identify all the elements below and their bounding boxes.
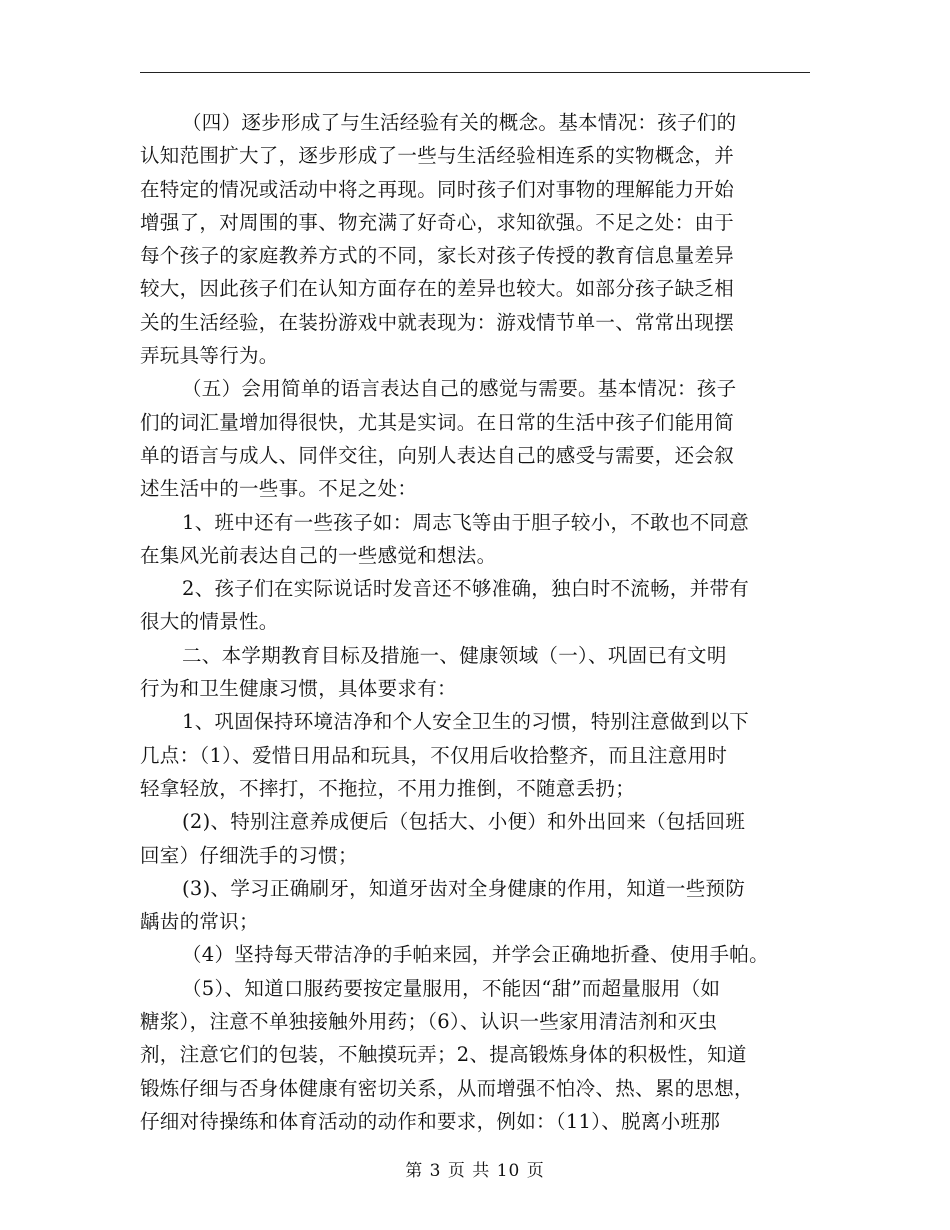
text-line: (2)、特别注意养成便后（包括大、小便）和外出回来（包括回班 (182, 810, 746, 834)
text-line: 较大，因此孩子们在认知方面存在的差异也较大。如部分孩子缺乏相 (140, 277, 735, 301)
text-line: 们的词汇量增加得很快，尤其是实词。在日常的生活中孩子们能用简 (140, 410, 735, 434)
page-number: 第 3 页 共 10 页 (405, 1161, 545, 1181)
text-line: （四）逐步形成了与生活经验有关的概念。基本情况：孩子们的 (182, 111, 737, 134)
text-line: 轻拿轻放，不摔打，不拖拉，不用力推倒，不随意丢扔； (140, 776, 636, 800)
text-line: 认知范围扩大了，逐步形成了一些与生活经验相连系的实物概念，并 (140, 144, 735, 168)
text-line: （4）坚持每天带洁净的手帕来园，并学会正确地折叠、使用手帕。 (182, 943, 769, 967)
text-line: 关的生活经验，在装扮游戏中就表现为：游戏情节单一、常常出现摆 (140, 310, 735, 334)
text-line: 几点：（1）、爱惜日用品和玩具，不仅用后收拾整齐，而且注意用时 (140, 743, 728, 767)
text-line: 1、班中还有一些孩子如：周志飞等由于胆子较小，不敢也不同意 (182, 510, 750, 534)
text-line: （5）、知道口服药要按定量服用，不能因“甜”而超量服用（如 (182, 976, 721, 1000)
text-line: 行为和卫生健康习惯，具体要求有： (140, 677, 457, 701)
text-line: 龋齿的常识； (140, 910, 259, 934)
text-line: 回室）仔细洗手的习惯； (140, 843, 358, 867)
document-body (140, 106, 810, 1138)
text-line: 二、本学期教育目标及措施一、健康领域（一）、巩固已有文明 (182, 643, 727, 667)
text-line: 在特定的情况或活动中将之再现。同时孩子们对事物的理解能力开始 (140, 177, 735, 201)
text-line: 剂，注意它们的包装，不触摸玩弄；2、提高锻炼身体的积极性，知道 (140, 1043, 747, 1067)
text-line: 在集风光前表达自己的一些感觉和想法。 (140, 543, 497, 567)
text-line: 弄玩具等行为。 (140, 344, 279, 368)
text-line: 述生活中的一些事。不足之处： (140, 477, 418, 501)
header-rule (140, 72, 810, 73)
text-line: 单的语言与成人、同伴交往，向别人表达自己的感受与需要，还会叙 (140, 443, 735, 467)
text-line: 1、巩固保持环境洁净和个人安全卫生的习惯，特别注意做到以下 (182, 710, 750, 734)
text-line: （五）会用简单的语言表达自己的感觉与需要。基本情况：孩子 (182, 377, 737, 401)
text-line: 仔细对待操练和体育活动的动作和要求，例如：（11）、脱离小班那 (140, 1109, 721, 1133)
text-line: 很大的情景性。 (140, 610, 279, 634)
text-line: 锻炼仔细与否身体健康有密切关系，从而增强不怕冷、热、累的思想， (140, 1076, 754, 1100)
text-line: 每个孩子的家庭教养方式的不同，家长对孩子传授的教育信息量差异 (140, 244, 735, 268)
text-line: 糖浆），注意不单独接触外用药；（6）、认识一些家用清洁剂和灭虫 (140, 1010, 718, 1034)
text-line: 增强了，对周围的事、物充满了好奇心，求知欲强。不足之处：由于 (140, 210, 735, 234)
text-line: 2、孩子们在实际说话时发音还不够准确，独白时不流畅，并带有 (182, 577, 750, 601)
text-line: (3)、学习正确刷牙，知道牙齿对全身健康的作用，知道一些预防 (182, 876, 746, 900)
